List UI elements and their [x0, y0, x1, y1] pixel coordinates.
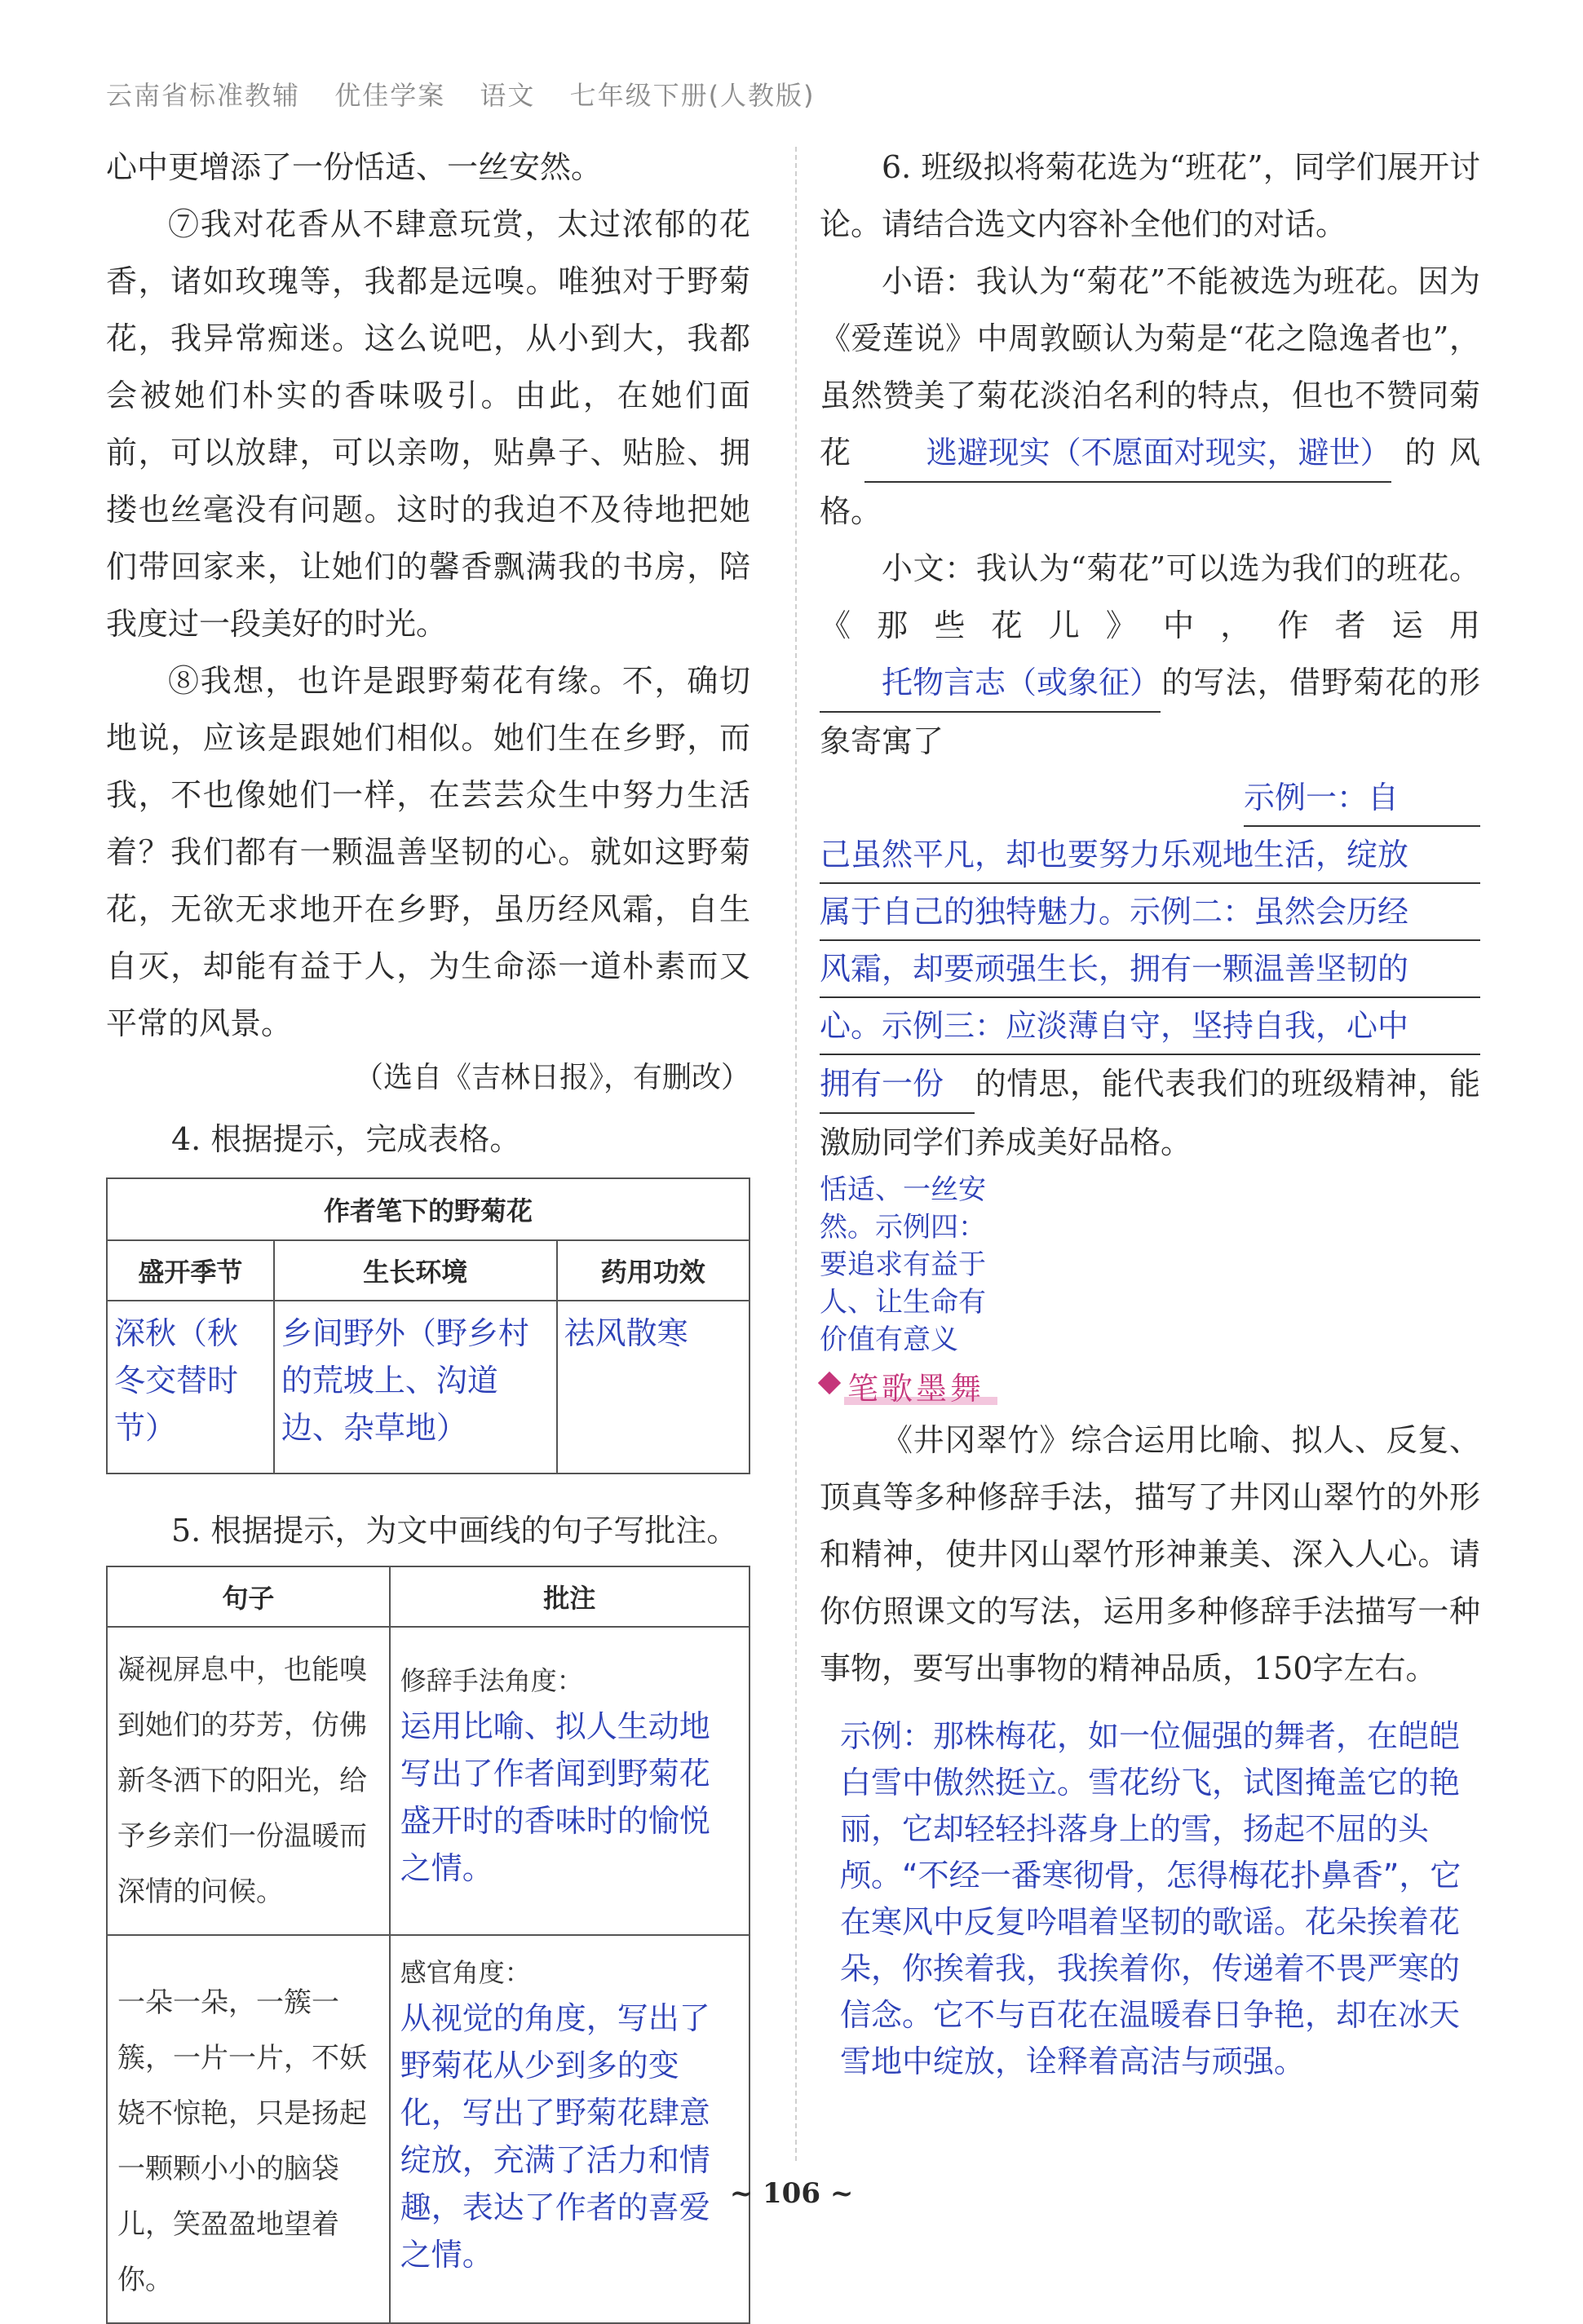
table-row-sentence: 一朵一朵，一簇一簇，一片一片，不妖娆不惊艳，只是扬起一颗颗小小的脑袋儿，笑盈盈地望着你。: [107, 1935, 390, 2323]
xiaowen-dialogue: 小文：我认为“菊花”可以选为我们的班花。《那些花儿》中，作者运用托物言志（或象征）的写法，借野菊花的形象寄寓了: [820, 550, 1480, 759]
answer-line: 属于自己的独特魅力。示例二：虽然会历经: [820, 884, 1480, 941]
column-divider: [795, 147, 797, 2161]
annotation-hint: 修辞手法角度：: [400, 1665, 583, 1696]
annotation-answer: 运用比喻、拟人生动地写出了作者闻到野菊花盛开时的香味时的愉悦之情。: [400, 1708, 710, 1886]
running-header: [106, 75, 840, 113]
header-series: 云南省标准教辅: [106, 80, 301, 111]
header-medicinal: 药用功效: [557, 1240, 749, 1301]
table-row-annotation: [390, 1935, 749, 2323]
xiaowen-dialogue-end: 拥有一份 的情思，能代表我们的班级精神，能激励同学们养成美好品格。: [820, 1055, 1480, 1171]
answer-line-last: 拥有一份: [820, 1055, 975, 1114]
page-number: ~ 106 ~: [729, 2177, 854, 2210]
answer-line: 示例一：自: [1244, 770, 1480, 827]
answer-medicinal: 祛风散寒: [557, 1301, 749, 1473]
xiaoyu-dialogue: 小语：我认为“菊花”不能被选为班花。因为《爱莲说》中周敦颐认为菊是“花之隐逸者也”，虽然赞美了菊花淡泊名利的特点，但也不赞同菊花 逃避现实（不愿面对现实，避世）的风格。: [820, 263, 1480, 529]
header-subject: 语文: [480, 80, 536, 111]
annotation-table: [106, 1566, 750, 2324]
answer-overflow-notes: 恬适、一丝安然。示例四：要追求有益于人、让生命有价值有意义: [820, 1173, 986, 1356]
question-4: 4. 根据提示，完成表格。: [171, 1121, 521, 1157]
left-column: [106, 139, 750, 2324]
paragraph-8: ⑧我想，也许是跟野菊花有缘。不，确切地说，应该是跟她们相似。她们生在乡野，而我，不也像她们一样，在芸芸众生中努力生活着？我们都有一颗温善坚韧的心。就如这野菊花，无欲无求地开在乡野，虽历经风霜，自生自灭，却能有益于人，为生命添一道朴素而又平常的风景。: [106, 663, 750, 1041]
question-5: 5. 根据提示，为文中画线的句子写批注。: [171, 1513, 738, 1549]
header-sentence: 句子: [107, 1566, 390, 1627]
table-caption: 作者笔下的野菊花: [107, 1178, 749, 1240]
chrysanthemum-table: [106, 1177, 750, 1474]
section-tag: 笔歌墨舞: [820, 1363, 997, 1408]
paragraph-7: ⑦我对花香从不肆意玩赏，太过浓郁的花香，诸如玫瑰等，我都是远嗅。唯独对于野菊花，我异常痴迷。这么说吧，从小到大，我都会被她们朴实的香味吸引。由此，在她们面前，可以放肆，可以亲吻，贴鼻子、贴脸、拥搂也丝毫没有问题。这时的我迫不及待地把她们带回家来，让她们的馨香飘满我的书房，陪我度过一段美好的时光。: [106, 206, 750, 642]
xiaowen-answer-lines: [820, 770, 1480, 1055]
answer-line: 风霜，却要顽强生长，拥有一颗温善坚韧的: [820, 941, 1480, 998]
essay-answer: 示例：那株梅花，如一位倔强的舞者，在皑皑白雪中傲然挺立。雪花纷飞，试图掩盖它的艳丽，它却轻轻抖落身上的雪，扬起不屈的头颅。“不经一番寒彻骨，怎得梅花扑鼻香”，它在寒风中反复吟唱着坚韧的歌谣。花朵挨着花朵，你挨着我，我挨着你，传递着不畏严寒的信念。它不与百花在温暖春日争艳，却在冰天雪地中绽放，诠释着高洁与顽强。: [840, 1718, 1461, 2079]
question-7: 《井冈翠竹》综合运用比喻、拟人、反复、顶真等多种修辞手法，描写了井冈山翠竹的外形和精神，使井冈山翠竹形神兼美、深入人心。请你仿照课文的写法，运用多种修辞手法描写一种事物，要写出事物的精神品质，150字左右。: [820, 1422, 1480, 1686]
header-book: 优佳学案: [334, 80, 446, 111]
answer-line: 己虽然平凡，却也要努力乐观地生活，绽放: [820, 827, 1480, 884]
header-grade: 七年级下册(人教版): [569, 80, 816, 111]
table-row-sentence: 凝视屏息中，也能嗅到她们的芬芳，仿佛新冬洒下的阳光，给予乡亲们一份温暖而深情的问候。: [107, 1627, 390, 1935]
answer-line: 心。示例三：应淡薄自守，坚持自我，心中: [820, 998, 1480, 1055]
annotation-hint: 感官角度：: [400, 1957, 531, 1988]
annotation-answer: 从视觉的角度，写出了野菊花从少到多的变化，写出了野菊花肆意绽放，充满了活力和情趣，表达了作者的喜爱之情。: [400, 2000, 710, 2273]
answer-environment: 乡间野外（野乡村的荒坡上、沟道边、杂草地）: [274, 1301, 557, 1473]
table-row-annotation: [390, 1627, 749, 1935]
paragraph-continuation: 心中更增添了一份恬适、一丝安然。: [106, 149, 603, 185]
header-season: 盛开季节: [107, 1240, 274, 1301]
right-column: [820, 139, 1480, 2085]
question-6: 6. 班级拟将菊花选为“班花”，同学们展开讨论。请结合选文内容补全他们的对话。: [820, 149, 1480, 242]
xiaowen-method-blank: 托物言志（或象征）: [820, 654, 1161, 713]
xiaoyu-answer-blank: 逃避现实（不愿面对现实，避世）: [864, 424, 1391, 483]
header-environment: 生长环境: [274, 1240, 557, 1301]
header-annotation: 批注: [390, 1566, 749, 1627]
answer-season: 深秋（秋冬交替时节）: [107, 1301, 274, 1473]
source-note: （选自《吉林日报》，有删改）: [353, 1061, 750, 1094]
